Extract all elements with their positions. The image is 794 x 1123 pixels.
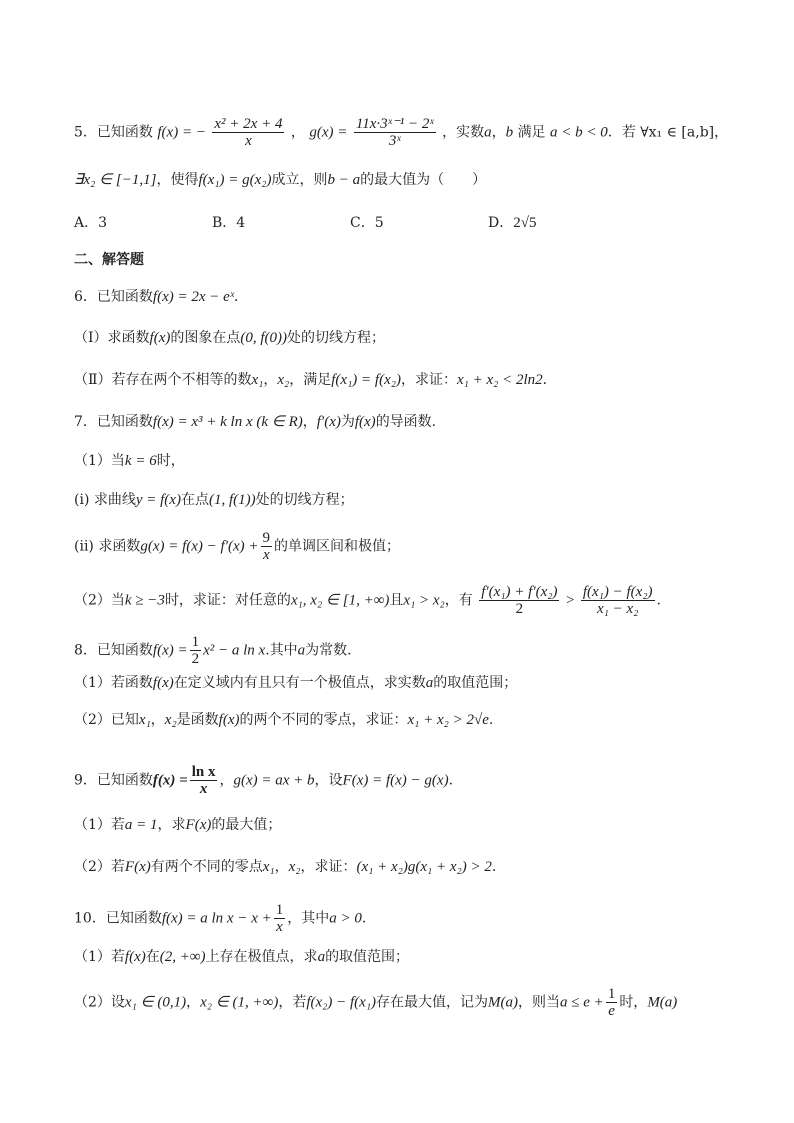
q10-text: 10．已知函数	[74, 910, 162, 927]
q5-option-a[interactable]: A．3	[74, 215, 108, 231]
q7-pi-eq: y = f(x)	[135, 492, 181, 508]
q9-p2-sep: ，	[274, 859, 289, 875]
q9-num: ln x	[191, 764, 216, 780]
q7-part-i	[74, 490, 354, 510]
q7-p2-left-fraction	[479, 584, 559, 617]
q10-p2-text: （2）设	[74, 994, 125, 1011]
q5-f-num: x² + 2x + 4	[214, 116, 283, 132]
q7-pii-num: 9	[262, 530, 271, 546]
q8-p1-text-c: 的取值范围；	[433, 675, 518, 691]
q10-eq: f(x) = a ln x − x +	[161, 910, 272, 927]
q7-p2-lden: 2	[515, 601, 524, 617]
q8-p2-sep: ，	[150, 712, 165, 728]
q7-pi-point: (1, f(1))	[208, 492, 256, 508]
q8-p2-text-b: 是函数	[176, 712, 219, 728]
q7-p1-text-b: 时，	[156, 453, 185, 469]
q9-text-c: ，设	[314, 772, 343, 789]
q8-p1-a: a	[425, 675, 434, 691]
q8-p2-text: （2）已知	[74, 712, 139, 728]
q5-f-den: x	[245, 133, 252, 149]
q5-f-lhs: f(x) = −	[157, 124, 206, 141]
q7-p2-gt: >	[565, 592, 575, 609]
q7-part1	[74, 451, 185, 471]
q9-sep: ，	[219, 772, 234, 789]
q8-p2-x2: x₂	[164, 712, 177, 728]
q7-p2-text-c: 且	[389, 592, 404, 609]
q8-num: 1	[191, 634, 200, 650]
q8-part2	[74, 710, 493, 730]
q5-b: b	[505, 124, 514, 141]
q8-text-c: 为常数.	[305, 642, 352, 659]
q8-eq1: f(x) =	[152, 642, 188, 659]
q10-num: 1	[275, 902, 284, 918]
q5-a: a	[484, 124, 492, 141]
q10-stem	[74, 902, 366, 935]
q7-p2-right-fraction	[581, 584, 655, 617]
q7-pi-text: (i) 求曲线	[74, 492, 136, 508]
q7-part-ii	[74, 530, 400, 563]
q7-part2	[74, 584, 661, 617]
q10-p2-num: 1	[607, 986, 616, 1002]
q5-comma: ，	[290, 124, 305, 141]
q10-p1-f: f(x)	[124, 949, 146, 965]
q10-p2-fraction	[606, 986, 618, 1019]
q6-p2-text-c: ，求证：	[400, 372, 457, 388]
q7-pii-text-b: 的单调区间和极值；	[274, 538, 401, 555]
q5-exists: ∃x₂ ∈ [−1,1]	[74, 172, 157, 188]
q10-p2-cond: a ≤ e +	[560, 994, 604, 1011]
q10-p1-a: a	[317, 949, 326, 965]
q7-text: 7．已知函数	[74, 414, 153, 430]
q5-text-d: ．若 ∀x₁ ∈ [a,b]，	[607, 124, 729, 141]
q5-text-g: 的最大值为（ ）	[360, 172, 487, 188]
q6-p1-text-c: 处的切线方程；	[287, 330, 386, 346]
q7-p2-text-b: 时，求证：对任意的	[164, 592, 291, 609]
q6-p1-point: (0, f(0))	[240, 330, 288, 346]
q9-fraction	[190, 764, 218, 797]
q7-p1-text: （1）当	[74, 453, 125, 469]
q10-p1-text: （1）若	[74, 949, 125, 965]
q5-option-c[interactable]: C．5	[350, 215, 384, 231]
q5-option-d-label: D．	[488, 215, 514, 231]
q7-pi-text-b: 在点	[180, 492, 209, 508]
q10-p2-text-d: ，则当	[518, 994, 561, 1011]
q10-p1-interval: (2, +∞)	[159, 949, 206, 965]
q5-text: 5．已知函数	[74, 124, 153, 141]
q8-p1-f: f(x)	[152, 675, 174, 691]
q9-den: x	[199, 781, 208, 797]
q9-f: f(x) =	[152, 772, 188, 789]
q10-text-b: ，其中	[287, 910, 330, 927]
q10-p1-text-d: 的取值范围；	[325, 949, 410, 965]
q8-p1-text-b: 在定义域内有且只有一个极值点，求实数	[173, 675, 426, 691]
q5-g-lhs: g(x) =	[309, 124, 348, 141]
q6-text: 6．已知函数	[74, 289, 153, 305]
q10-p1-text-c: 上存在极值点，求	[205, 949, 318, 965]
q10-p2-x2: x₂ ∈ (1, +∞)	[200, 994, 279, 1011]
q6-p1-text: （Ⅰ）求函数	[74, 330, 150, 346]
q7-sep: ，	[302, 414, 317, 430]
q5-line1	[74, 116, 728, 149]
q10-p2-x1: x₁ ∈ (0,1)	[124, 994, 187, 1011]
q6-part2	[74, 370, 557, 390]
q5-options	[74, 213, 626, 233]
q10-part2	[74, 986, 677, 1019]
q9-p2-ineq: (x₁ + x₂)g(x₁ + x₂) > 2	[356, 859, 492, 875]
q9-end: ．	[448, 772, 463, 789]
q8-p2-end: .	[488, 712, 494, 728]
q7-text-d: 的导函数.	[375, 414, 437, 430]
q6-end: ．	[234, 289, 249, 305]
q7-p2-text-d: ，有	[444, 592, 473, 609]
q6-p2-text: （Ⅱ）若存在两个不相等的数	[74, 372, 252, 388]
q7-p1-k: k = 6	[124, 453, 157, 469]
q7-pii-fraction	[261, 530, 273, 563]
q10-p2-text-e: 时，	[619, 994, 648, 1011]
q10-p2-den: e	[608, 1003, 615, 1019]
q7-pii-text: (ii) 求函数	[74, 538, 141, 555]
q7-eq: f(x) = x³ + k ln x (k ∈ R)	[152, 414, 303, 430]
q5-sep: ，	[491, 124, 506, 141]
q7-text-c: 为	[340, 414, 355, 430]
q5-ineq: a < b < 0	[550, 124, 608, 141]
q10-p2-text-b: ，若	[278, 994, 307, 1011]
q8-text-b: .其中	[265, 642, 298, 659]
q8-p2-f: f(x)	[218, 712, 240, 728]
q5-g-den: 3ˣ	[388, 133, 401, 149]
q7-p2-rden: x₁ − x₂	[597, 601, 639, 617]
q7-p2-cond: x₁ > x₂	[403, 592, 445, 609]
q10-cond: a > 0	[329, 910, 362, 927]
q10-end: .	[361, 910, 367, 927]
q7-pii-eq: g(x) = f(x) − f′(x) +	[140, 538, 259, 555]
q8-a: a	[297, 642, 306, 659]
q5-text-e: ，使得	[156, 172, 199, 188]
q7-p2-set: x₁, x₂ ∈ [1, +∞)	[290, 592, 390, 609]
q8-eq2: x² − a ln x	[203, 642, 266, 659]
q6-p2-x2: x₂	[277, 372, 290, 388]
q9-p1-text-b: ，求	[157, 817, 186, 833]
q8-den: 2	[191, 651, 200, 667]
q5-text-f: 成立，则	[271, 172, 328, 188]
q6-stem	[74, 287, 248, 307]
q9-p2-text-c: ，求证：	[300, 859, 357, 875]
q6-p1-f: f(x)	[149, 330, 171, 346]
q9-p2-text: （2）若	[74, 859, 125, 875]
q9-part1	[74, 815, 281, 835]
q6-p2-end: ．	[542, 372, 557, 388]
q6-p2-text-b: ，满足	[289, 372, 332, 388]
q8-text: 8．已知函数	[74, 642, 153, 659]
q9-p2-x2: x₂	[288, 859, 301, 875]
q9-p1-text-c: 的最大值；	[211, 817, 282, 833]
q5-text-c: 满足	[517, 124, 546, 141]
q5-option-b[interactable]: B．4	[212, 215, 246, 231]
q8-p1-text: （1）若函数	[74, 675, 153, 691]
q10-p2-text-c: 存在最大值，记为	[376, 994, 489, 1011]
q10-p2-diff: f(x₂) − f(x₁)	[306, 994, 377, 1011]
q10-p2-M: M(a)	[488, 994, 519, 1011]
q9-p2-x1: x₁	[262, 859, 275, 875]
q8-p2-text-c: 的两个不同的零点，求证：	[239, 712, 408, 728]
q8-fraction	[190, 634, 202, 667]
q7-fprime: f′(x)	[316, 414, 341, 430]
q9-part2	[74, 857, 496, 877]
q9-stem	[74, 764, 463, 797]
q9-p1-eq: a = 1	[124, 817, 158, 833]
q5-option-d-value: 2√5	[513, 215, 537, 231]
q7-p2-k: k ≥ −3	[124, 592, 165, 609]
q6-p1-text-b: 的图象在点	[170, 330, 241, 346]
q7-p2-rnum: f(x₁) − f(x₂)	[582, 584, 653, 600]
q7-pii-den: x	[262, 547, 270, 563]
q9-p2-text-b: 有两个不同的零点	[150, 859, 263, 875]
q5-g-num: 11x·3ˣ⁻¹ − 2ˣ	[355, 116, 434, 132]
q10-p2-sep: ，	[186, 994, 201, 1011]
q7-f: f(x)	[354, 414, 376, 430]
q9-p1-F: F(x)	[185, 817, 212, 833]
q5-eq: f(x₁) = g(x₂)	[198, 172, 272, 188]
q8-p2-ineq: x₁ + x₂ > 2√e	[407, 712, 489, 728]
q9-p1-text: （1）若	[74, 817, 125, 833]
q5-text-b: ，实数	[442, 124, 485, 141]
q9-g: g(x) = ax + b	[233, 772, 315, 789]
q10-p1-text-b: 在	[145, 949, 160, 965]
q6-p2-ineq: x₁ + x₂ < 2ln2	[456, 372, 543, 388]
q5-expr: b − a	[327, 172, 361, 188]
q9-p2-end: .	[491, 859, 497, 875]
q8-stem	[74, 634, 352, 667]
q7-p2-text: （2）当	[74, 592, 125, 609]
q5-option-d[interactable]	[488, 213, 626, 233]
q5-f-fraction	[212, 116, 284, 149]
q10-den: x	[276, 919, 283, 935]
q6-p2-x1: x₁	[251, 372, 264, 388]
q6-p2-sep: ，	[263, 372, 278, 388]
q6-part1	[74, 328, 385, 348]
q10-fraction	[274, 902, 286, 935]
q8-part1	[74, 673, 517, 693]
q6-eq: f(x) = 2x − eˣ	[152, 289, 235, 305]
q8-p2-x1: x₁	[138, 712, 151, 728]
q9-p2-F: F(x)	[124, 859, 151, 875]
q7-stem	[74, 412, 436, 432]
q10-p2-M2: M(a)	[647, 994, 678, 1011]
q7-pi-text-c: 处的切线方程；	[255, 492, 354, 508]
q5-line2	[74, 170, 486, 190]
q7-p2-lnum: f′(x₁) + f′(x₂)	[481, 584, 558, 600]
section-header: 二、解答题	[74, 252, 144, 268]
q6-p2-eq: f(x₁) = f(x₂)	[331, 372, 401, 388]
q7-p2-end: .	[656, 592, 661, 609]
q10-part1	[74, 947, 409, 967]
q9-F: F(x) = f(x) − g(x)	[342, 772, 449, 789]
q9-text: 9．已知函数	[74, 772, 153, 789]
q5-g-fraction	[354, 116, 436, 149]
